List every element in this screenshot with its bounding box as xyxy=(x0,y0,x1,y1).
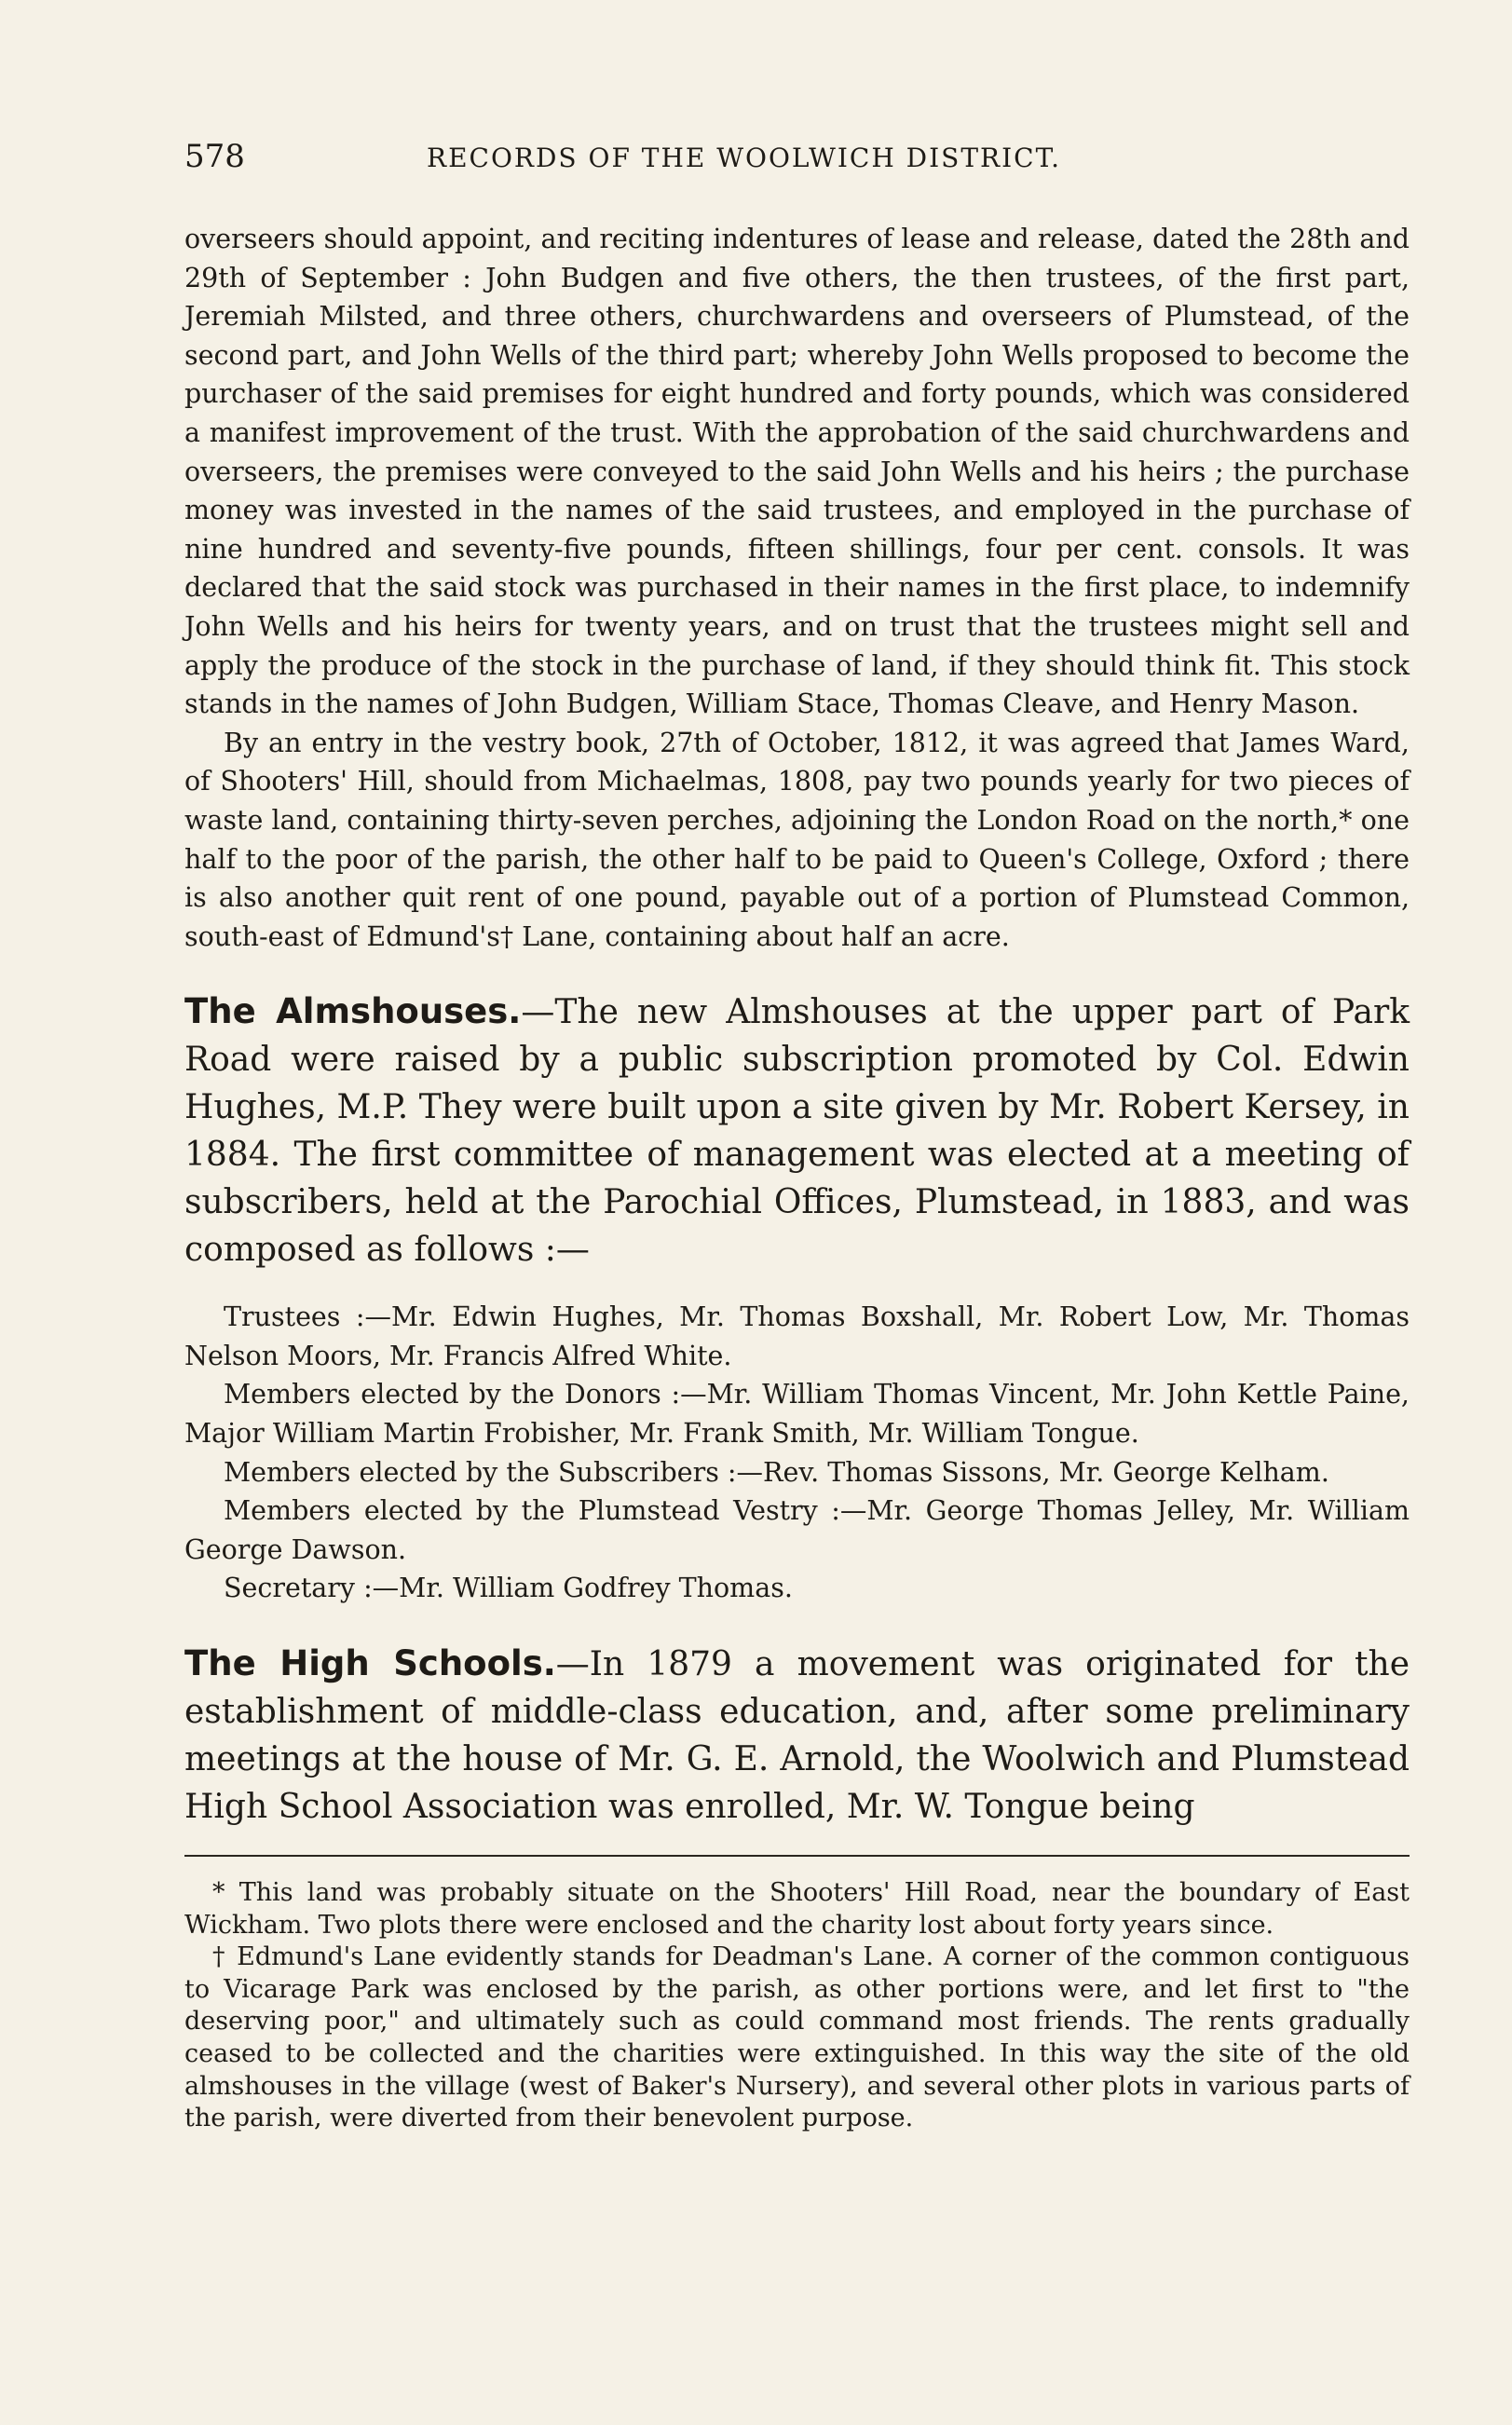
committee-subscribers: Members elected by the Subscribers :—Rev. Thomas Sissons, Mr. George Kelham. xyxy=(224,1456,1329,1488)
high-schools-heading: The High Schools. xyxy=(184,1643,556,1684)
footnote-dagger: † Edmund's Lane evidently stands for Deadman's Lane. A corner of the common contiguous to Vicarage Park was enclosed by the parish, as other portions were, and let first to "the deserving poor," and ultimately such as could command most friends. The rents gradually ceased to be collected and the charities were extinguished. In this way the site of the old almshouses in the village (west of Baker's Nursery), and several other plots in various parts of the parish, were diverted from their benevolent purpose. xyxy=(184,1942,1410,2133)
footnotes xyxy=(184,1877,1410,2135)
committee-donors: Members elected by the Donors :—Mr. William Thomas Vincent, Mr. John Kettle Paine, Major William Martin Frobisher, Mr. Frank Smith, Mr. William Tongue. xyxy=(184,1379,1410,1450)
committee-vestry: Members elected by the Plumstead Vestry :—Mr. George Thomas Jelley, Mr. William George Dawson. xyxy=(184,1495,1410,1565)
almshouses-heading: The Almshouses. xyxy=(184,991,522,1032)
book-page xyxy=(184,138,1410,2135)
footnote-asterisk: * This land was probably situate on the Shooters' Hill Road, near the boundary of East Wickham. Two plots there were enclosed and the charity lost about forty years since. xyxy=(184,1878,1410,1940)
high-schools-paragraph xyxy=(184,1640,1410,1831)
almshouses-paragraph xyxy=(184,988,1410,1274)
page-number: 578 xyxy=(184,138,245,175)
footnote-divider xyxy=(184,1855,1410,1857)
running-head xyxy=(184,138,1410,183)
section-high-schools xyxy=(184,1640,1410,1831)
body-text xyxy=(184,220,1410,956)
paragraph-trust-deed: overseers should appoint, and reciting indentures of lease and release, dated the 28th and 29th of September : John Budgen and five others, the then trustees, of the first part, Jeremiah Milsted, and three others, churchwardens and overseers of Plumstead, of the second part, and John Wells of the third part; whereby John Wells proposed to become the purchaser of the said premises for eight hundred and forty pounds, which was considered a manifest improvement of the trust. With the approbation of the said churchwardens and overseers, the premises were conveyed to the said John Wells and his heirs ; the purchase money was invested in the names of the said trustees, and employed in the purchase of nine hundred and seventy-five pounds, fifteen shillings, four per cent. consols. It was declared that the said stock was purchased in their names in the first place, to indemnify John Wells and his heirs for twenty years, and on trust that the trustees might sell and apply the produce of the stock in the purchase of land, if they should think fit. This stock stands in the names of John Budgen, William Stace, Thomas Cleave, and Henry Mason. xyxy=(184,224,1410,720)
committee-list xyxy=(184,1298,1410,1608)
committee-trustees: Trustees :—Mr. Edwin Hughes, Mr. Thomas Boxshall, Mr. Robert Low, Mr. Thomas Nelson Moors, Mr. Francis Alfred White. xyxy=(184,1301,1410,1371)
high-schools-text: —In 1879 a movement was originated for the establishment of middle-class education, and, after some preliminary meetings at the house of Mr. G. E. Arnold, the Woolwich and Plumstead High School Association was enrolled, Mr. W. Tongue being xyxy=(184,1645,1410,1827)
running-title: RECORDS OF THE WOOLWICH DISTRICT. xyxy=(427,143,1062,173)
paragraph-vestry-entry: By an entry in the vestry book, 27th of October, 1812, it was agreed that James Ward, of Shooters' Hill, should from Michaelmas, 1808, pay two pounds yearly for two pieces of waste land, containing thirty-seven perches, adjoining the London Road on the north,* one half to the poor of the parish, the other half to be paid to Queen's College, Oxford ; there is also another quit rent of one pound, payable out of a portion of Plumstead Common, south-east of Edmund's† Lane, containing about half an acre. xyxy=(184,727,1410,952)
committee-secretary: Secretary :—Mr. William Godfrey Thomas. xyxy=(224,1573,793,1604)
almshouses-text: —The new Almshouses at the upper part of Park Road were raised by a public subscription promoted by Col. Edwin Hughes, M.P. They were built upon a site given by Mr. Robert Kersey, in 1884. The first committee of management was elected at a meeting of subscribers, held at the Parochial Offices, Plumstead, in 1883, and was composed as follows :— xyxy=(184,993,1410,1270)
section-almshouses xyxy=(184,988,1410,1274)
